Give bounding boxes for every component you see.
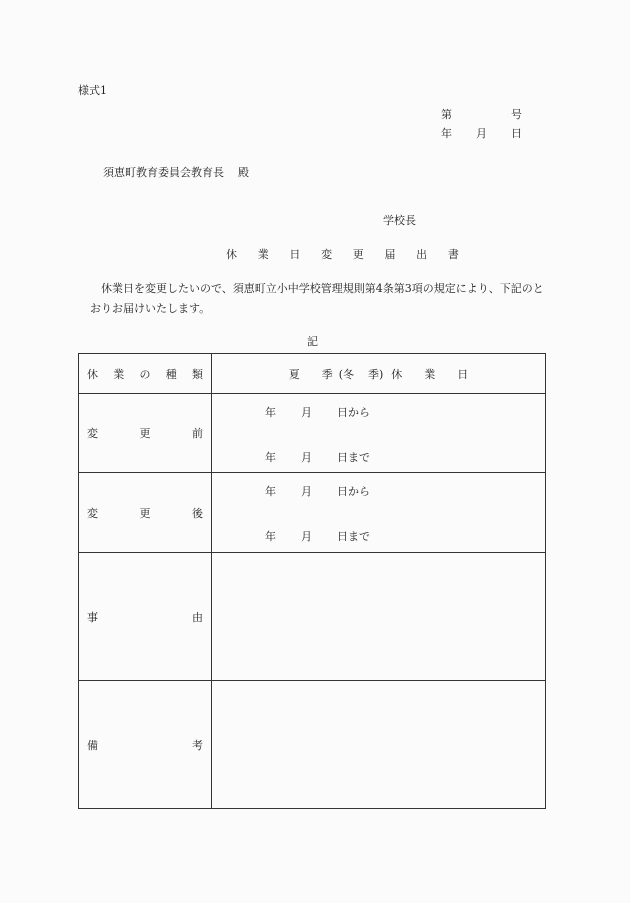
after-label-char: 更 <box>139 506 151 520</box>
header-row <box>79 354 546 394</box>
document-title: 休 業 日 変 更 届 出 書 <box>226 248 468 261</box>
head-label-char: の <box>139 367 151 381</box>
ki-heading: 記 <box>307 335 318 348</box>
date-year: 年 <box>265 485 276 498</box>
before-dates-cell <box>212 394 546 473</box>
sender: 学校長 <box>383 214 416 227</box>
head-value-char: 業 <box>424 367 436 381</box>
remarks-value-cell[interactable] <box>212 681 546 809</box>
head-value-char: 季 <box>321 367 333 381</box>
date-month: 月 <box>301 485 312 498</box>
before-label-cell <box>79 394 212 473</box>
before-label-char: 前 <box>192 427 203 440</box>
doc-number-go: 号 <box>511 108 522 121</box>
after-dates-cell <box>212 473 546 553</box>
after-label-char: 変 <box>87 506 98 520</box>
head-value-cell <box>212 354 546 394</box>
date-from: 日から <box>337 406 370 419</box>
leave-change-table <box>78 353 546 809</box>
remarks-label-char: 考 <box>192 738 203 752</box>
head-value-char: (冬 <box>338 367 354 381</box>
body-text: 休業日を変更したいので、須恵町立小中学校管理規則第4条第3項の規定により、下記のとおりお届けいたします。 <box>90 282 544 315</box>
date-month: 月 <box>301 406 312 419</box>
addressee <box>103 164 249 180</box>
after-end-date <box>265 528 370 544</box>
reason-label-char: 事 <box>87 610 98 624</box>
before-end-date <box>265 449 370 465</box>
after-start-date <box>265 483 370 499</box>
date-year: 年 <box>265 406 276 419</box>
addressee-name: 須恵町教育委員会教育長 <box>103 166 224 179</box>
reason-value-cell[interactable] <box>212 553 546 681</box>
date-month: 月 <box>301 451 312 464</box>
document-number <box>441 106 522 122</box>
head-label-char: 類 <box>192 367 203 381</box>
date-month: 月 <box>301 530 312 543</box>
doc-date-day: 日 <box>511 127 522 140</box>
head-label-cell <box>79 354 212 394</box>
before-start-date <box>265 404 370 420</box>
doc-number-dai: 第 <box>441 108 452 121</box>
date-until: 日まで <box>337 451 370 464</box>
doc-date-month: 月 <box>476 127 487 140</box>
reason-label-char: 由 <box>192 610 203 624</box>
form-number: 様式1 <box>78 84 107 97</box>
head-label-char: 休 <box>87 367 98 381</box>
remarks-row <box>79 681 546 809</box>
addressee-honorific: 殿 <box>238 166 249 179</box>
head-value-char: 季) <box>368 367 384 381</box>
head-label-char: 種 <box>165 367 177 381</box>
doc-date-year: 年 <box>441 127 452 140</box>
remarks-label-cell <box>79 681 212 809</box>
before-label-char: 更 <box>139 427 151 440</box>
date-year: 年 <box>265 530 276 543</box>
head-value-char: 夏 <box>288 367 300 381</box>
remarks-label-char: 備 <box>87 738 98 752</box>
head-value-char: 休 <box>391 367 403 381</box>
reason-label-cell <box>79 553 212 681</box>
head-value-char: 日 <box>457 367 469 381</box>
document-date <box>441 125 522 141</box>
head-label-char: 業 <box>113 367 125 381</box>
before-label-char: 変 <box>87 427 98 440</box>
after-label-cell <box>79 473 212 553</box>
reason-row <box>79 553 546 681</box>
after-label-char: 後 <box>192 506 203 520</box>
date-year: 年 <box>265 451 276 464</box>
after-row <box>79 473 546 553</box>
date-from: 日から <box>337 485 370 498</box>
before-row <box>79 394 546 473</box>
date-until: 日まで <box>337 530 370 543</box>
